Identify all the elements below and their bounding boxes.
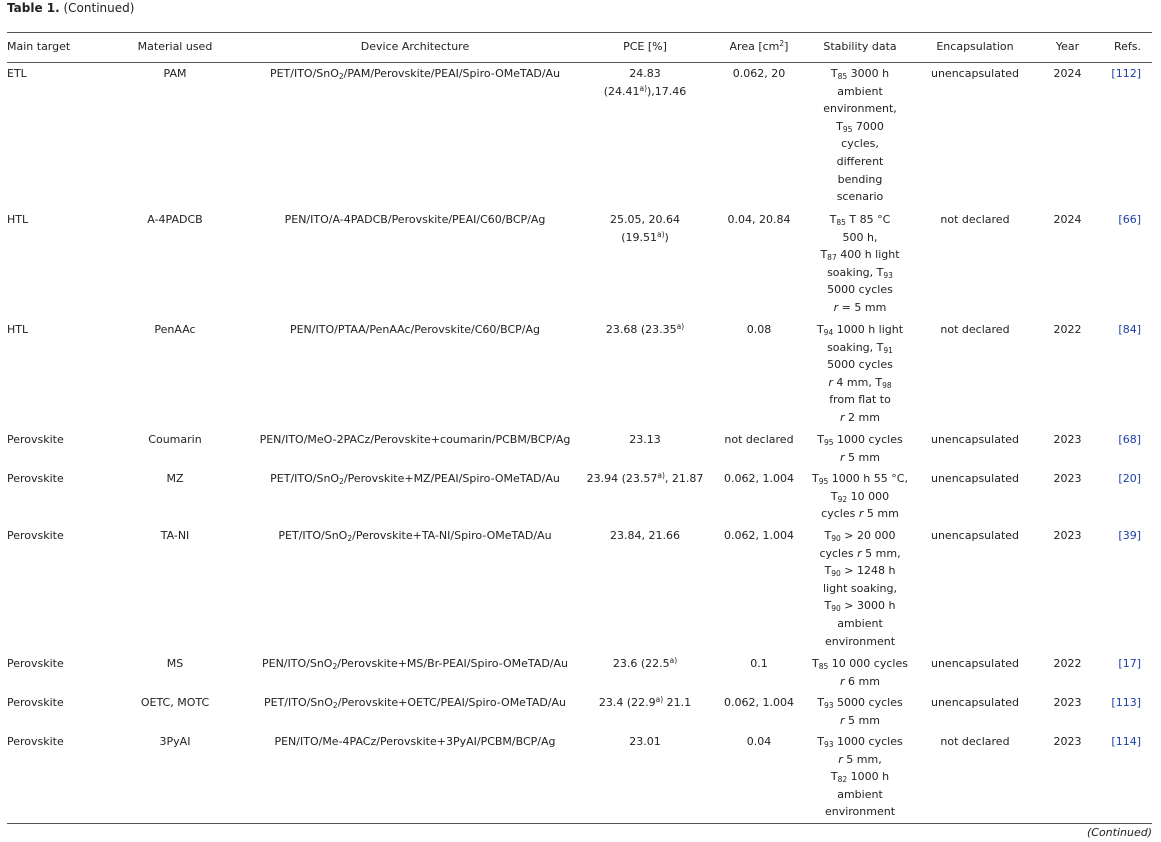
cell-year: 2023 bbox=[1053, 529, 1082, 542]
cell-architecture: PET/ITO/SnO$_2$/Perovskite+TA-NI/Spiro-OMeTAD/Au bbox=[278, 529, 552, 543]
cell-encapsulation: unencapsulated bbox=[930, 472, 1020, 485]
header-year: Year bbox=[1055, 40, 1080, 53]
cell-main-target: HTL bbox=[7, 323, 29, 336]
cell-stability: $T_{90} > 20$ 000 cycles r 5 mm, $T_{90} > 1248$ h light soaking, $T_{90} > 3000$ h ambient environment bbox=[819, 529, 901, 648]
cell-year: 2023 bbox=[1053, 433, 1082, 446]
cell-material: TA-NI bbox=[160, 529, 190, 542]
table-header-rule bbox=[7, 62, 1152, 63]
cell-ref[interactable]: [113] bbox=[1111, 696, 1141, 709]
cell-pce: 23.6 (22.5$^{a)}$ bbox=[612, 656, 678, 670]
cell-year: 2024 bbox=[1053, 213, 1082, 226]
cell-year: 2024 bbox=[1053, 67, 1082, 80]
header-refs: Refs. bbox=[1113, 40, 1141, 53]
cell-material: MS bbox=[166, 657, 184, 670]
cell-architecture: PEN/ITO/SnO$_2$/Perovskite+MS/Br-PEAI/Spiro-OMeTAD/Au bbox=[261, 657, 568, 671]
cell-area: 0.062, 20 bbox=[732, 67, 786, 80]
cell-pce: 23.13 bbox=[629, 433, 661, 446]
cell-encapsulation: not declared bbox=[940, 213, 1010, 226]
header-architecture: Device Architecture bbox=[360, 40, 470, 53]
cell-material: PenAAc bbox=[154, 323, 196, 336]
cell-stability: $T_{93}$ 5000 cycles r 5 mm bbox=[817, 696, 903, 727]
cell-material: PAM bbox=[163, 67, 187, 80]
cell-encapsulation: unencapsulated bbox=[930, 433, 1020, 446]
cell-encapsulation: unencapsulated bbox=[930, 696, 1020, 709]
cell-architecture: PET/ITO/SnO$_2$/Perovskite+MZ/PEAI/Spiro-OMeTAD/Au bbox=[270, 472, 560, 486]
table-caption bbox=[7, 1, 134, 15]
cell-year: 2023 bbox=[1053, 472, 1082, 485]
cell-stability: $T_{85}$ T 85 °C 500 h, $T_{87}$ 400 h light soaking, $T_{93}$ 5000 cycles r = 5 mm bbox=[820, 213, 900, 314]
cell-pce: 23.94 (23.57$^{a)}$, 21.87 bbox=[586, 471, 704, 485]
cell-ref[interactable]: [114] bbox=[1111, 735, 1141, 748]
cell-main-target: HTL bbox=[7, 213, 29, 226]
cell-stability: $T_{95}$ 1000 h 55 °C, $T_{92}$ 10 000 cycles r 5 mm bbox=[812, 472, 908, 521]
cell-architecture: PET/ITO/SnO$_2$/PAM/Perovskite/PEAI/Spiro-OMeTAD/Au bbox=[269, 67, 561, 81]
cell-material: MZ bbox=[166, 472, 184, 485]
header-area: Area $[cm^2]$ bbox=[729, 39, 789, 53]
cell-main-target: Perovskite bbox=[7, 657, 64, 670]
cell-pce: 25.05, 20.64 (19.51$^{a)}$) bbox=[610, 213, 680, 244]
cell-main-target: Perovskite bbox=[7, 472, 64, 485]
cell-stability: $T_{95}$ 1000 cycles r 5 mm bbox=[817, 433, 903, 464]
cell-year: 2022 bbox=[1053, 323, 1082, 336]
cell-encapsulation: unencapsulated bbox=[930, 657, 1020, 670]
cell-main-target: Perovskite bbox=[7, 735, 64, 748]
cell-area: 0.1 bbox=[750, 657, 768, 670]
cell-pce: 23.4 (22.9$^{a)}$ 21.1 bbox=[598, 695, 692, 709]
cell-ref[interactable]: [39] bbox=[1118, 529, 1141, 542]
cell-stability: $T_{94}$ 1000 h light soaking, $T_{91}$ 5000 cycles r 4 mm, $T_{98}$ from flat to r 2 mm bbox=[816, 323, 904, 424]
cell-main-target: Perovskite bbox=[7, 696, 64, 709]
cell-ref[interactable]: [84] bbox=[1118, 323, 1141, 336]
cell-year: 2023 bbox=[1053, 696, 1082, 709]
cell-main-target: Perovskite bbox=[7, 529, 64, 542]
cell-area: 0.08 bbox=[746, 323, 772, 336]
cell-pce: 23.68 (23.35$^{a)}$ bbox=[605, 322, 685, 336]
cell-main-target: ETL bbox=[7, 67, 27, 80]
cell-encapsulation: unencapsulated bbox=[930, 67, 1020, 80]
table-top-rule bbox=[7, 32, 1152, 33]
header-encapsulation: Encapsulation bbox=[936, 40, 1014, 53]
cell-year: 2022 bbox=[1053, 657, 1082, 670]
cell-architecture: PEN/ITO/A-4PADCB/Perovskite/PEAI/C60/BCP/Ag bbox=[284, 213, 546, 226]
cell-stability: $T_{93}$ 1000 cycles r 5 mm, $T_{82}$ 1000 h ambient environment bbox=[817, 735, 903, 819]
cell-stability: $T_{85}$ 3000 h ambient environment, $T_{95}$ 7000 cycles, different bending scenario bbox=[823, 67, 897, 204]
cell-material: OETC, MOTC bbox=[140, 696, 210, 709]
cell-encapsulation: not declared bbox=[940, 323, 1010, 336]
cell-ref[interactable]: [17] bbox=[1118, 657, 1141, 670]
cell-architecture: PEN/ITO/Me-4PACz/Perovskite+3PyAI/PCBM/BCP/Ag bbox=[274, 735, 556, 748]
cell-encapsulation: unencapsulated bbox=[930, 529, 1020, 542]
cell-stability: $T_{85}$ 10 000 cycles r 6 mm bbox=[812, 657, 908, 688]
cell-area: 0.062, 1.004 bbox=[724, 529, 794, 542]
cell-ref[interactable]: [68] bbox=[1118, 433, 1141, 446]
cell-material: Coumarin bbox=[148, 433, 202, 446]
cell-pce: 23.84, 21.66 bbox=[610, 529, 680, 542]
header-pce: PCE [%] bbox=[623, 40, 667, 53]
cell-material: 3PyAI bbox=[159, 735, 191, 748]
cell-area: not declared bbox=[724, 433, 794, 446]
table-label: Table 1. bbox=[7, 1, 60, 15]
table-bottom-rule bbox=[7, 823, 1152, 824]
cell-architecture: PEN/ITO/MeO-2PACz/Perovskite+coumarin/PCBM/BCP/Ag bbox=[259, 433, 571, 446]
cell-ref[interactable]: [66] bbox=[1118, 213, 1141, 226]
cell-architecture: PET/ITO/SnO$_2$/Perovskite+OETC/PEAI/Spiro-OMeTAD/Au bbox=[263, 696, 567, 710]
cell-material: A-4PADCB bbox=[147, 213, 203, 226]
cell-architecture: PEN/ITO/PTAA/PenAAc/Perovskite/C60/BCP/Ag bbox=[289, 323, 541, 336]
header-stability: Stability data bbox=[823, 40, 897, 53]
cell-area: 0.04 bbox=[746, 735, 772, 748]
cell-pce: 24.83 (24.41$^{a)}$),17.46 bbox=[603, 67, 687, 98]
header-main-target: Main target bbox=[7, 40, 71, 53]
table-caption-note: (Continued) bbox=[63, 1, 135, 15]
continued-note: (Continued) bbox=[1086, 826, 1152, 839]
cell-area: 0.062, 1.004 bbox=[724, 472, 794, 485]
cell-year: 2023 bbox=[1053, 735, 1082, 748]
cell-area: 0.04, 20.84 bbox=[727, 213, 791, 226]
cell-ref[interactable]: [20] bbox=[1118, 472, 1141, 485]
cell-area: 0.062, 1.004 bbox=[724, 696, 794, 709]
cell-encapsulation: not declared bbox=[940, 735, 1010, 748]
header-material: Material used bbox=[137, 40, 213, 53]
cell-main-target: Perovskite bbox=[7, 433, 64, 446]
cell-ref[interactable]: [112] bbox=[1111, 67, 1141, 80]
cell-pce: 23.01 bbox=[629, 735, 661, 748]
